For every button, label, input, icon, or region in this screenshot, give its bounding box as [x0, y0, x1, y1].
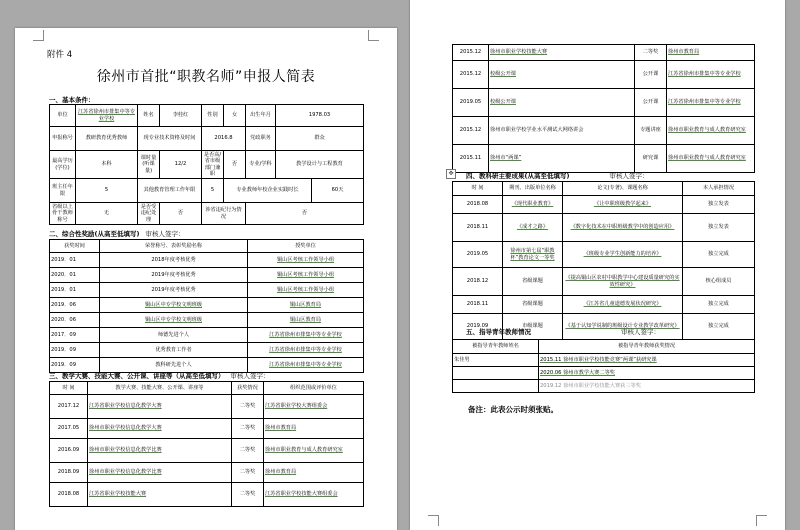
table-cell: 60天: [312, 179, 364, 203]
table-cell: 2019年度考核优秀: [100, 268, 248, 283]
table-cell: 性别: [202, 105, 224, 127]
table-cell: 二等奖: [232, 419, 264, 439]
table-cell: 李桂红: [160, 105, 202, 127]
document-page-right: [410, 0, 785, 530]
table-cell: 12/2: [160, 151, 202, 179]
table-cell: 其他教育管理工作年限: [138, 179, 202, 203]
contests-table: [49, 381, 364, 507]
table-cell: 2019．01: [50, 283, 100, 298]
table-cell: 《班级专业学生创新能力的培养》: [563, 242, 683, 268]
basic-info-table: [49, 104, 364, 225]
table-cell: 2016.09: [50, 439, 88, 463]
table-row: [453, 117, 755, 145]
table-cell: 江苏省职业学校技能大赛组委会: [264, 483, 364, 507]
table-cell: 时 间: [453, 182, 503, 196]
table-cell: 江苏省徐州市排集中等专业学校: [248, 328, 364, 343]
table-cell: 最高学历(学位): [50, 151, 76, 179]
table-cell: 2015.11: [453, 145, 489, 173]
crop-mark: [756, 515, 767, 526]
table-cell: 出生年月: [246, 105, 276, 127]
table-cell: 朱佳男: [453, 354, 539, 367]
table-cell: 独立完成: [683, 242, 755, 268]
table-cell: 教学大赛、技能大赛、公开课、讲座等: [88, 382, 232, 395]
table-cell: 课时量(听课量): [138, 151, 160, 179]
table-cell: [453, 380, 539, 393]
table-cell: 江苏省徐州市排集中等专业学校: [667, 89, 755, 117]
table-cell: 涉省违纪行为情况: [202, 203, 246, 225]
table-cell: [453, 367, 539, 380]
table-cell: 1978.03: [276, 105, 364, 127]
table-cell: 2019.09: [453, 314, 503, 340]
table-cell: 班主任年限: [50, 179, 76, 203]
table-cell: 专业教师年校企业实践时长: [224, 179, 312, 203]
table-cell: 《基于认知学说制的班级设计专业教学改革研究》: [563, 314, 683, 340]
table-row: [50, 328, 364, 343]
table-cell: 独立发表: [683, 214, 755, 242]
table-cell: 省级以上骨干教师称号: [50, 203, 76, 225]
table-cell: 2019．06: [50, 298, 100, 313]
table-row: [50, 439, 364, 463]
table-row: [50, 343, 364, 358]
table-cell: 2019．09: [50, 358, 100, 373]
crop-mark: [368, 30, 379, 41]
table-cell: 否: [246, 203, 364, 225]
table-cell: 江苏省职业学校技能大赛: [88, 483, 232, 507]
awards-table: [49, 239, 364, 373]
table-cell: 群众: [276, 127, 364, 151]
table-cell: 省级课题: [503, 296, 563, 314]
table-row: [50, 268, 364, 283]
footnote: 备注：此表公示时须张贴。: [468, 405, 558, 414]
table-cell: 铜山区教育局: [248, 313, 364, 328]
table-row: [453, 242, 755, 268]
table-cell: 2019年度考核优秀: [100, 283, 248, 298]
table-cell: 江苏省职业学校大赛组委会: [264, 395, 364, 419]
table-row: [453, 268, 755, 296]
table-cell: 铜山区中专学校文明班级: [100, 298, 248, 313]
table-row: [50, 419, 364, 439]
crop-mark: [33, 30, 44, 41]
table-row: [453, 89, 755, 117]
contests-continued-table: [452, 44, 755, 173]
table-cell: 2019．01: [50, 253, 100, 268]
table-cell: 公开课: [635, 61, 667, 89]
section-basic-heading: 一、基本条件：: [49, 96, 95, 104]
table-cell: 市级课题: [503, 314, 563, 340]
table-cell: 2020．01: [50, 268, 100, 283]
table-cell: 二等奖: [232, 463, 264, 483]
table-cell: 校级公开课: [489, 61, 635, 89]
table-cell: 铜山区教育局: [248, 298, 364, 313]
table-cell: 铜山区中专学校文明班级: [100, 313, 248, 328]
table-row: [50, 313, 364, 328]
table-cell: 二等奖: [232, 395, 264, 419]
table-cell: 2015.12: [453, 117, 489, 145]
table-row: [453, 145, 755, 173]
section-mentor-heading: 五、指导青年教师情况 审核人签字：: [466, 328, 660, 336]
table-cell: 徐州市教育局: [667, 45, 755, 61]
table-cell: 申报称号: [50, 127, 76, 151]
table-cell: 江苏省徐州市排集中等专业学校: [248, 358, 364, 373]
table-cell: 二等奖: [232, 483, 264, 507]
table-cell: 否: [224, 151, 246, 179]
table-cell: 徐州市职业学校信息化教学比赛: [88, 439, 232, 463]
table-cell: 独立完成: [683, 296, 755, 314]
table-cell: 徐州市职业学校信息化教学大赛: [88, 419, 232, 439]
table-row: [453, 354, 755, 367]
table-cell: 2019.05: [453, 89, 489, 117]
document-page-left: [15, 28, 397, 530]
table-cell: 2016.8: [202, 127, 246, 151]
table-cell: 徐州市职业教育与成人教育研究室: [264, 439, 364, 463]
table-row: [453, 45, 755, 61]
table-cell: 徐州市第七届“职教杯”教育论文一等奖: [503, 242, 563, 268]
table-cell: 优秀教育工作者: [100, 343, 248, 358]
table-cell: 时 间: [50, 382, 88, 395]
table-cell: 徐州市职业教育与成人教育研究室: [667, 117, 755, 145]
table-cell: 5: [76, 179, 138, 203]
section-contests-heading: 三、教学大赛、技能大赛、公开课、讲座等（从高至低填写） 审核人签字：: [49, 372, 270, 380]
table-cell: 2018.08: [50, 483, 88, 507]
table-row: [453, 380, 755, 393]
table-cell: 2017．09: [50, 328, 100, 343]
table-cell: 专业/学科: [246, 151, 276, 179]
table-cell: 2015.12: [453, 61, 489, 89]
section-awards-heading: 二、综合性奖励(从高至低填写) 审核人签字：: [49, 230, 185, 238]
table-cell: 铜山区考核工作领导小组: [248, 253, 364, 268]
table-cell: 校级公开课: [489, 89, 635, 117]
table-cell: 期刊、出版单位名称: [503, 182, 563, 196]
table-cell: 徐州市职业学校信息化教学比赛: [88, 463, 232, 483]
table-cell: 2018年度考核优秀: [100, 253, 248, 268]
table-row: [453, 196, 755, 214]
table-cell: 铜山区考核工作领导小组: [248, 283, 364, 298]
table-cell: 是否受违纪处理: [138, 203, 160, 225]
table-cell: 被指导青年教师姓名: [453, 340, 539, 354]
table-cell: 江苏省徐州市排集中等专业学校: [248, 343, 364, 358]
table-cell: 《数字化技术在中职班级教学中的创造应用》: [563, 214, 683, 242]
table-cell: 徐州市教育局: [264, 419, 364, 439]
table-cell: 二等奖: [635, 45, 667, 61]
table-cell: 独立完成: [683, 314, 755, 340]
table-cell: 省级课题: [503, 268, 563, 296]
table-cell: 《提高铜山区农村中职教学中心建设质量研究的实效性研究》: [563, 268, 683, 296]
table-cell: 《让中职班级教学起来》: [563, 196, 683, 214]
table-cell: 公开课: [635, 89, 667, 117]
table-row: [50, 483, 364, 507]
table-cell: 2018.11: [453, 296, 503, 314]
table-row: [50, 253, 364, 268]
table-cell: 论文(专著)、课题名称: [563, 182, 683, 196]
document-title: 徐州市首批“职教名师”申报人简表: [96, 69, 316, 85]
table-cell: 现专业技术资格及时间: [138, 127, 202, 151]
table-cell: 《成才之路》: [503, 214, 563, 242]
table-cell: 获奖时间: [50, 240, 100, 253]
table-cell: 2017.05: [50, 419, 88, 439]
table-row: [50, 463, 364, 483]
table-row: [453, 61, 755, 89]
table-cell: 是否高/省市级部门兼职: [202, 151, 224, 179]
table-cell: 核心组成员: [683, 268, 755, 296]
table-cell: 专题讲座: [635, 117, 667, 145]
table-cell: 本人承担情况: [683, 182, 755, 196]
table-cell: 《江苏省儿童道德发展状况研究》: [563, 296, 683, 314]
table-row: [50, 395, 364, 419]
attachment-label: 附件 4: [47, 50, 73, 60]
table-cell: 2019.12 徐州市职业学校技能大赛获三等奖: [539, 380, 755, 393]
table-row: [453, 296, 755, 314]
table-cell: 获奖情况: [232, 382, 264, 395]
research-table: [452, 181, 755, 340]
table-cell: 江苏省职业学校信息化教学大赛: [88, 395, 232, 419]
table-cell: 江苏省徐州市排集中等专业学校: [76, 105, 138, 127]
table-cell: 2020．06: [50, 313, 100, 328]
table-cell: 2015.11 徐州市职业学校技能竞赛“两课”获研究课: [539, 354, 755, 367]
table-cell: 组织范围或评价单位: [264, 382, 364, 395]
table-cell: 徐州市“两课”: [489, 145, 635, 173]
table-cell: 本科: [76, 151, 138, 179]
table-cell: 2018.11: [453, 214, 503, 242]
table-row: [50, 298, 364, 313]
table-cell: 2018.09: [50, 463, 88, 483]
table-cell: 师德先进个人: [100, 328, 248, 343]
table-row: [453, 214, 755, 242]
table-cell: 教研教育优秀教师: [76, 127, 138, 151]
crop-mark: [428, 515, 439, 526]
table-cell: 被指导青年教师获奖情况: [539, 340, 755, 354]
table-cell: 荣誉称号、表彰奖励名称: [100, 240, 248, 253]
table-cell: 铜山区考核工作领导小组: [248, 268, 364, 283]
table-cell: 5: [202, 179, 224, 203]
table-row: [453, 367, 755, 380]
table-cell: 党政职务: [246, 127, 276, 151]
table-cell: 女: [224, 105, 246, 127]
table-cell: 二等奖: [232, 439, 264, 463]
table-cell: 研究课: [635, 145, 667, 173]
table-cell: 否: [160, 203, 202, 225]
section-research-heading: 四、教科研主要成果(从高至低填写) 审核人签字：: [466, 172, 649, 180]
table-cell: 徐州市教育局: [264, 463, 364, 483]
table-cell: 2017.12: [50, 395, 88, 419]
table-cell: 2018.12: [453, 268, 503, 296]
table-cell: 徐州市职业学校学业水平测试大网络讲会: [489, 117, 635, 145]
table-cell: 无: [76, 203, 138, 225]
table-cell: 江苏省徐州市排集中等专业学校: [667, 61, 755, 89]
table-cell: 2019．09: [50, 343, 100, 358]
table-cell: 徐州市职业学校技能大赛: [489, 45, 635, 61]
table-cell: 徐州市职业教育与成人教育研究室: [667, 145, 755, 173]
table-cell: 2019.05: [453, 242, 503, 268]
table-cell: 2018.08: [453, 196, 503, 214]
table-row: [50, 283, 364, 298]
table-cell: 教科研先进个人: [100, 358, 248, 373]
table-cell: 《现代职业教育》: [503, 196, 563, 214]
table-cell: 教学设计与工程教育: [276, 151, 364, 179]
mentor-table: [452, 339, 755, 393]
table-cell: 授奖单位: [248, 240, 364, 253]
table-cell: 2020.06 徐州市教学大赛二等奖: [539, 367, 755, 380]
table-cell: 2015.12: [453, 45, 489, 61]
table-cell: 姓名: [138, 105, 160, 127]
table-move-handle-icon[interactable]: ✥: [446, 169, 456, 179]
table-cell: 独立发表: [683, 196, 755, 214]
table-cell: 单位: [50, 105, 76, 127]
